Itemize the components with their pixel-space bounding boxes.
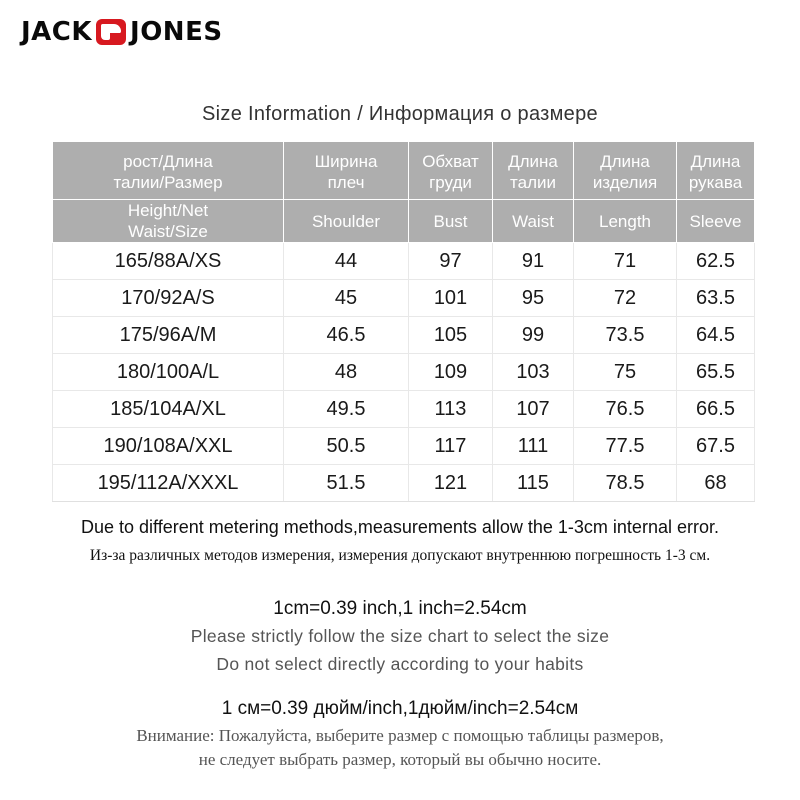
size-table	[52, 141, 755, 502]
header-en-cell-1	[284, 200, 409, 243]
header-text: Length	[599, 211, 651, 231]
header-ru-cell-1	[284, 142, 409, 200]
header-text: талии	[510, 172, 556, 192]
measurement-cell: 95	[493, 280, 574, 317]
measurement-cell: 99	[493, 317, 574, 354]
header-en-cell-4	[574, 200, 677, 243]
brand-flag-icon	[96, 19, 126, 45]
header-text: Waist	[512, 211, 554, 231]
header-text: Длина	[600, 151, 650, 171]
measurement-cell: 49.5	[284, 391, 409, 428]
header-text: груди	[429, 172, 472, 192]
header-text: рукава	[688, 172, 743, 192]
header-row-ru	[53, 142, 755, 200]
measurement-cell: 65.5	[677, 354, 755, 391]
measurement-cell: 97	[409, 243, 493, 280]
header-en-cell-0	[53, 200, 284, 243]
brand-logo	[21, 16, 223, 48]
measurement-cell: 67.5	[677, 428, 755, 465]
measurement-cell: 68	[677, 465, 755, 502]
measurement-cell: 50.5	[284, 428, 409, 465]
conversion-note-ru: 1 см=0.39 дюйм/inch,1дюйм/inch=2.54см	[221, 698, 579, 719]
size-cell: 165/88A/XS	[53, 243, 284, 280]
header-text: Height/Net	[127, 201, 209, 220]
warning-line-2: не следует выбрать размер, который вы обычно носите.	[198, 750, 602, 769]
measurement-cell: 63.5	[677, 280, 755, 317]
header-ru-cell-5	[677, 142, 755, 200]
measurement-cell: 103	[493, 354, 574, 391]
table-row	[53, 317, 755, 354]
table-row	[53, 391, 755, 428]
header-text: Длина	[690, 151, 741, 171]
measurement-cell: 113	[409, 391, 493, 428]
brand-name-left: JACK	[21, 17, 93, 47]
measurement-cell: 45	[284, 280, 409, 317]
header-ru-cell-3	[493, 142, 574, 200]
measurement-cell: 101	[409, 280, 493, 317]
warning-line-1: Внимание: Пожалуйста, выберите размер с помощью таблицы размеров,	[136, 726, 664, 745]
measurement-cell: 109	[409, 354, 493, 391]
measurement-cell: 71	[574, 243, 677, 280]
table-row	[53, 243, 755, 280]
measurement-cell: 121	[409, 465, 493, 502]
header-ru-cell-4	[574, 142, 677, 200]
size-cell: 170/92A/S	[53, 280, 284, 317]
header-ru-cell-2	[409, 142, 493, 200]
table-row	[53, 354, 755, 391]
header-text: Обхват	[422, 151, 479, 171]
header-text: талии/Размер	[113, 172, 223, 192]
measurement-cell: 77.5	[574, 428, 677, 465]
size-cell: 185/104A/XL	[53, 391, 284, 428]
size-table-body	[53, 243, 755, 502]
measurement-cell: 48	[284, 354, 409, 391]
measurement-cell: 117	[409, 428, 493, 465]
measurement-cell: 51.5	[284, 465, 409, 502]
header-en-cell-3	[493, 200, 574, 243]
size-cell: 175/96A/M	[53, 317, 284, 354]
table-row	[53, 465, 755, 502]
size-cell: 195/112A/XXXL	[53, 465, 284, 502]
header-text: изделия	[592, 172, 658, 192]
measurement-cell: 91	[493, 243, 574, 280]
measurement-cell: 64.5	[677, 317, 755, 354]
measurement-cell: 72	[574, 280, 677, 317]
measurement-cell: 115	[493, 465, 574, 502]
table-row	[53, 428, 755, 465]
measurement-cell: 75	[574, 354, 677, 391]
header-ru-cell-0	[53, 142, 284, 200]
header-text: Длина	[508, 151, 558, 171]
error-note-ru: Из-за различных методов измерения, измерения допускают внутреннюю погрешность 1-3 см.	[89, 547, 711, 564]
measurement-cell: 46.5	[284, 317, 409, 354]
brand-name-right: JONES	[130, 17, 223, 47]
header-row-en	[53, 200, 755, 243]
header-text: плеч	[327, 172, 365, 192]
size-cell: 180/100A/L	[53, 354, 284, 391]
conversion-note-en: 1cm=0.39 inch,1 inch=2.54cm	[273, 598, 527, 619]
measurement-cell: 107	[493, 391, 574, 428]
header-text: Shoulder	[311, 211, 381, 231]
measurement-cell: 111	[493, 428, 574, 465]
measurement-cell: 44	[284, 243, 409, 280]
measurement-cell: 73.5	[574, 317, 677, 354]
hint-line-1: Please strictly follow the size chart to select the size	[190, 626, 610, 646]
measurement-cell: 78.5	[574, 465, 677, 502]
measurement-cell: 76.5	[574, 391, 677, 428]
table-row	[53, 280, 755, 317]
header-en-cell-5	[677, 200, 755, 243]
header-text: Ширина	[314, 151, 378, 171]
header-text: Sleeve	[689, 211, 742, 231]
header-text: Bust	[433, 211, 468, 231]
header-en-cell-2	[409, 200, 493, 243]
size-cell: 190/108A/XXL	[53, 428, 284, 465]
measurement-cell: 105	[409, 317, 493, 354]
measurement-cell: 62.5	[677, 243, 755, 280]
error-note-en: Due to different metering methods,measurements allow the 1-3cm internal error.	[81, 517, 719, 537]
page-title: Size Information / Информация о размере	[202, 103, 598, 125]
header-text: рост/Длина	[123, 151, 213, 171]
header-text: Waist/Size	[128, 222, 208, 241]
hint-line-2: Do not select directly according to your habits	[216, 654, 584, 674]
measurement-cell: 66.5	[677, 391, 755, 428]
